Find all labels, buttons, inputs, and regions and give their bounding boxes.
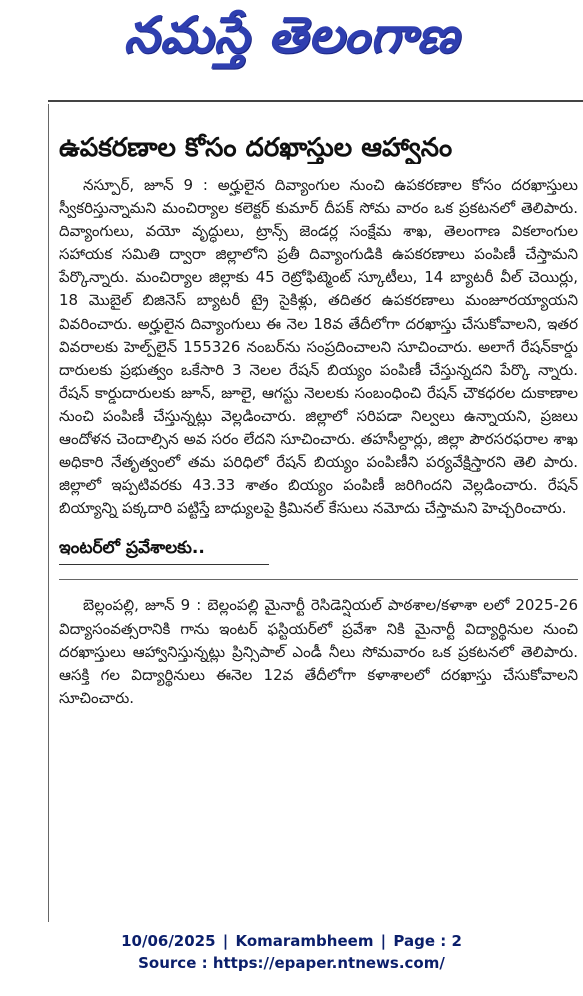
cutoff-next-headline bbox=[59, 726, 578, 744]
newspaper-logo: నమస్తే తెలంగాణ bbox=[123, 6, 460, 64]
article-headline: ఉపకరణాల కోసం దరఖాస్తుల ఆహ్వానం bbox=[59, 133, 453, 163]
footer-source: Source : https://epaper.ntnews.com/ bbox=[138, 954, 445, 972]
footer-date: 10/06/2025 bbox=[121, 932, 216, 950]
footer-edition: Komarambheem bbox=[235, 932, 374, 950]
article-body: నస్పూర్, జూన్ 9 : అర్హులైన దివ్యాంగుల నుంచి ఉపకరణాల కోసం దరఖాస్తులు స్వీకరిస్తున్నామని మంచిర్యాల కలెక్టర్ కుమార్ దీపక్ సోమ వారం ఒక ప్రకటనలో తెలిపారు. దివ్యాంగులు, వయో వృద్ధులు, ట్రాన్స్ జెండర్ల సంక్షేమ శాఖ, తెలంగాణ వికలాంగుల సహాయక సమితి ద్వారా జిల్లాలోని ప్రతీ దివ్యాంగుడికి ఉపకరణాలు పంపిణీ చేస్తామని పేర్కొన్నారు. మంచిర్యాల జిల్లాకు 45 రెట్రోఫిట్మెంట్ స్కూటీలు, 14 బ్యాటరీ వీల్ చెయిర్లు, 18 మొబైల్ బిజినెస్ బ్యాటరీ ట్రై సైకిళ్లు, తదితర ఉపకరణాలు మంజూరయ్యాయని వివరించారు. అర్హులైన దివ్యాంగులు ఈ నెల 18వ తేదీలోగా దరఖాస్తు చేసుకోవాలని, ఇతర వివరాలకు హెల్ప్‌లైన్ 155326 నంబర్‌ను సంప్రదించాలని సూచించారు. అలాగే రేషన్‌కార్డు దారులకు ప్రభుత్వం ఒకేసారి 3 నెలల రేషన్ బియ్యం పంపిణీ చేస్తున్నదని పేర్కొ న్నారు. రేషన్ కార్డుదారులకు జూన్, జూలై, ఆగస్టు నెలలకు సంబంధించి రేషన్ చౌకధరల దుకాణాల నుంచి పంపిణీ చేస్తున్నట్లు వెల్లడించారు. జిల్లాలో సరిపడా నిల్వలు ఉన్నాయని, ప్రజలు ఆందోళన చెందాల్సిన అవ సరం లేదని సూచించారు. తహసీల్దార్లు, జిల్లా పౌరసరఫరాల శాఖ అధికారి నేతృత్వంలో తమ పరిధిలో రేషన్ బియ్యం పంపిణీని పర్యవేక్షిస్తారని తెలి పారు. జిల్లాలో ఇప్పటివరకు 43.33 శాతం బియ్యం పంపిణీ జరిగిందని వెల్లడించారు. రేషన్ బియ్యాన్ని పక్కదారి పట్టిస్తే బాధ్యులపై క్రిమినల్ కేసులు నమోదు చేస్తామని హెచ్చరించారు. bbox=[59, 176, 578, 518]
section-divider bbox=[59, 579, 578, 580]
masthead-divider bbox=[48, 100, 583, 102]
footer-separator: | bbox=[375, 932, 392, 950]
article bbox=[59, 104, 578, 744]
news-clipping bbox=[48, 104, 583, 922]
subhead-container bbox=[59, 536, 269, 565]
footer-meta-line bbox=[0, 930, 583, 952]
masthead bbox=[0, 0, 583, 92]
footer-separator: | bbox=[217, 932, 234, 950]
page-footer bbox=[0, 930, 583, 974]
article-subhead: ఇంటర్‌లో ప్రవేశాలకు.. bbox=[59, 538, 205, 559]
footer-page: Page : 2 bbox=[393, 932, 462, 950]
article-body-2: బెల్లంపల్లి, జూన్ 9 : బెల్లంపల్లి మైనార్టీ రెసిడెన్షియల్ పాఠశాల/కళాశా లలో 2025-26 విద్యాసంవత్సరానికి గాను ఇంటర్ ఫస్టియర్‌లో ప్రవేశా నికి మైనార్టీ విద్యార్థినుల నుంచి దరఖాస్తులు ఆహ్వానిస్తున్నట్లు ప్రిన్సిపాల్ ఎండీ నీలు సోమవారం ఒక ప్రకటనలో తెలిపారు. ఆసక్తి గల విద్యార్థినులు ఈనెల 12వ తేదీలోగా కళాశాలలో దరఖాస్తు చేసుకోవాలని సూచించారు. bbox=[59, 596, 578, 707]
